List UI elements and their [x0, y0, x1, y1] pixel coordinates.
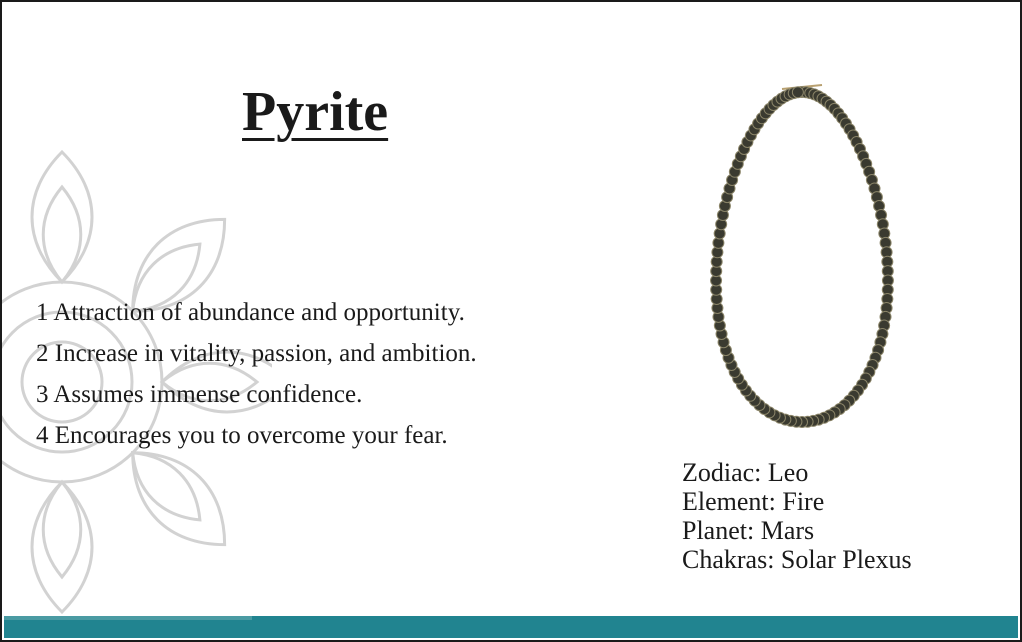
property-chakras: Chakras: Solar Plexus: [682, 545, 912, 574]
benefit-item: 4 Encourages you to overcome your fear.: [36, 422, 448, 449]
pyrite-necklace-image: [692, 77, 912, 437]
property-element: Element: Fire: [682, 487, 825, 516]
properties-list: [682, 458, 912, 574]
bead: [792, 87, 803, 98]
footer-bar-highlight: [4, 616, 252, 620]
benefit-item: 1 Attraction of abundance and opportunity.: [36, 299, 465, 326]
property-zodiac: Zodiac: Leo: [682, 458, 809, 487]
benefits-list: [36, 292, 477, 456]
property-planet: Planet: Mars: [682, 516, 815, 545]
benefit-item: 3 Assumes immense confidence.: [36, 381, 363, 408]
product-title: Pyrite: [242, 81, 389, 143]
benefit-item: 2 Increase in vitality, passion, and ambition.: [36, 340, 477, 367]
